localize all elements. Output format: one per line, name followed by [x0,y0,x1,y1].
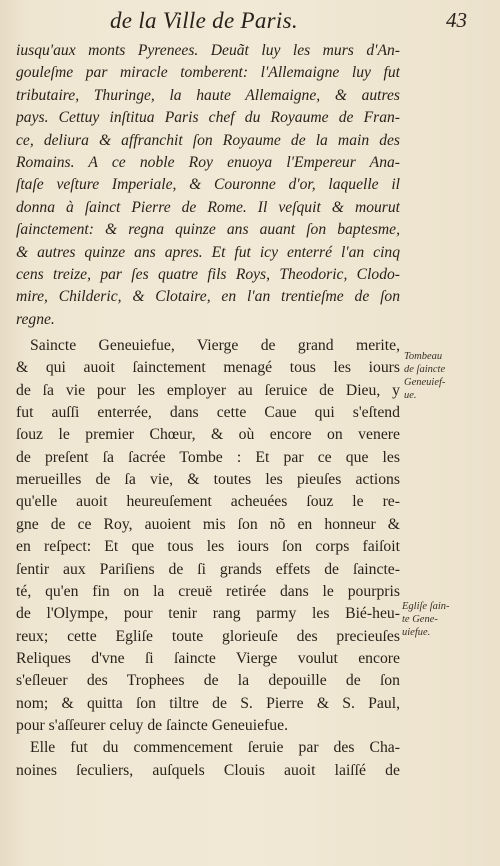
text-line: ſentir aux Pariſiens de ſi grands effets de ſaincte- [16,560,400,578]
text-line: mire, Childeric, & Clotaire, en l'an trentieſme de ſon [16,288,400,306]
margin-note-tombeau [404,350,445,402]
text-line: Saincte Geneuiefue, Vierge de grand merite, [30,337,400,355]
text-line: regne. [16,310,55,328]
page-number: 43 [446,8,467,32]
text-line: gne de ce Roy, auoient mis ſon nõ en honneur & [16,515,400,533]
text-line: qu'elle auoit heureuſement acheuées ſouz le re- [16,493,400,511]
text-line: s'eſleuer des Trophees de la depouille de ſon [16,672,400,690]
text-line: Elle fut du commencement ſeruie par des Cha- [30,739,400,757]
italic-paragraph [16,40,400,331]
text-line: en reſpect: Et que tous les iours ſon corps faiſoit [16,538,400,556]
text-line: de ſa vie pour les employer au ſeruice de Dieu, y [16,381,400,399]
text-line: & qui auoit ſainctement menagé tous les iours [16,359,400,377]
page-header [0,2,500,40]
running-head: de la Ville de Paris. [110,8,298,33]
text-line: ſainctement: & regna quinze ans auant ſon baptesme, [16,221,400,239]
text-line: de l'Olympe, pour tenir rang parmy les Bié-heu- [16,605,400,623]
text-line: té, qu'en fin on la creuë retirée dans le pourpris [16,582,400,600]
text-line: de preſent ſa ſacrée Tombe : Et par ce que les [16,448,400,466]
text-line: tributaire, Thuringe, la haute Allemaigne, & autres [16,86,400,104]
roman-paragraph [16,335,400,782]
margin-note-line: de ſaincte [404,364,446,375]
margin-note-line: Geneuief- [404,377,446,388]
text-line: cens treize, par ſes quatre fils Roys, Theodoric, Clodo- [16,265,400,283]
text-line: Romains. A ce noble Roy enuoya l'Empereur Ana- [16,153,400,171]
body-text [16,40,400,782]
text-line: ce, deliura & affranchit ſon Royaume de la main des [16,131,400,149]
text-line: ſouz le premier Chœur, & où encore on venere [16,426,400,444]
margin-note-eglise [402,600,450,639]
margin-note-line: uiefue. [402,627,431,638]
text-line: Reliques d'vne ſi ſaincte Vierge voulut encore [16,649,400,667]
margin-note-line: Tombeau [404,351,443,362]
text-line: ſtaſe veſture Imperiale, & Couronne d'or, laquelle il [16,176,400,194]
text-line: pour s'aſſeurer celuy de ſaincte Geneuiefue. [16,716,288,734]
margin-note-line: ue. [404,390,417,401]
text-line: noines ſeculiers, auſquels Clouis auoit laiſſé de [16,761,400,779]
text-line: pays. Cettuy inſtitua Paris chef du Royaume de Fran- [16,109,400,127]
text-line: iusqu'aux monts Pyrenees. Deuãt luy les murs d'An- [16,42,400,59]
text-line: reux; cette Egliſe toute glorieuſe des precieuſes [16,627,400,645]
margin-note-line: te Gene- [402,614,438,625]
margin-note-line: Egliſe ſain- [402,601,450,612]
text-line: fut auſſi enterrée, dans cette Caue qui s'eſtend [16,404,400,422]
text-line: nom; & quitta ſon tiltre de S. Pierre & S. Paul, [16,694,400,712]
text-line: donna à ſainct Pierre de Rome. Il veſquit & mourut [16,198,400,216]
text-line: merueilles de ſa vie, & toutes les pieuſes actions [16,471,400,489]
text-line: & autres quinze ans apres. Et fut icy enterré l'an cinq [16,243,400,261]
text-line: gouleſme par miracle tomberent: l'Allemaigne luy fut [16,64,400,82]
